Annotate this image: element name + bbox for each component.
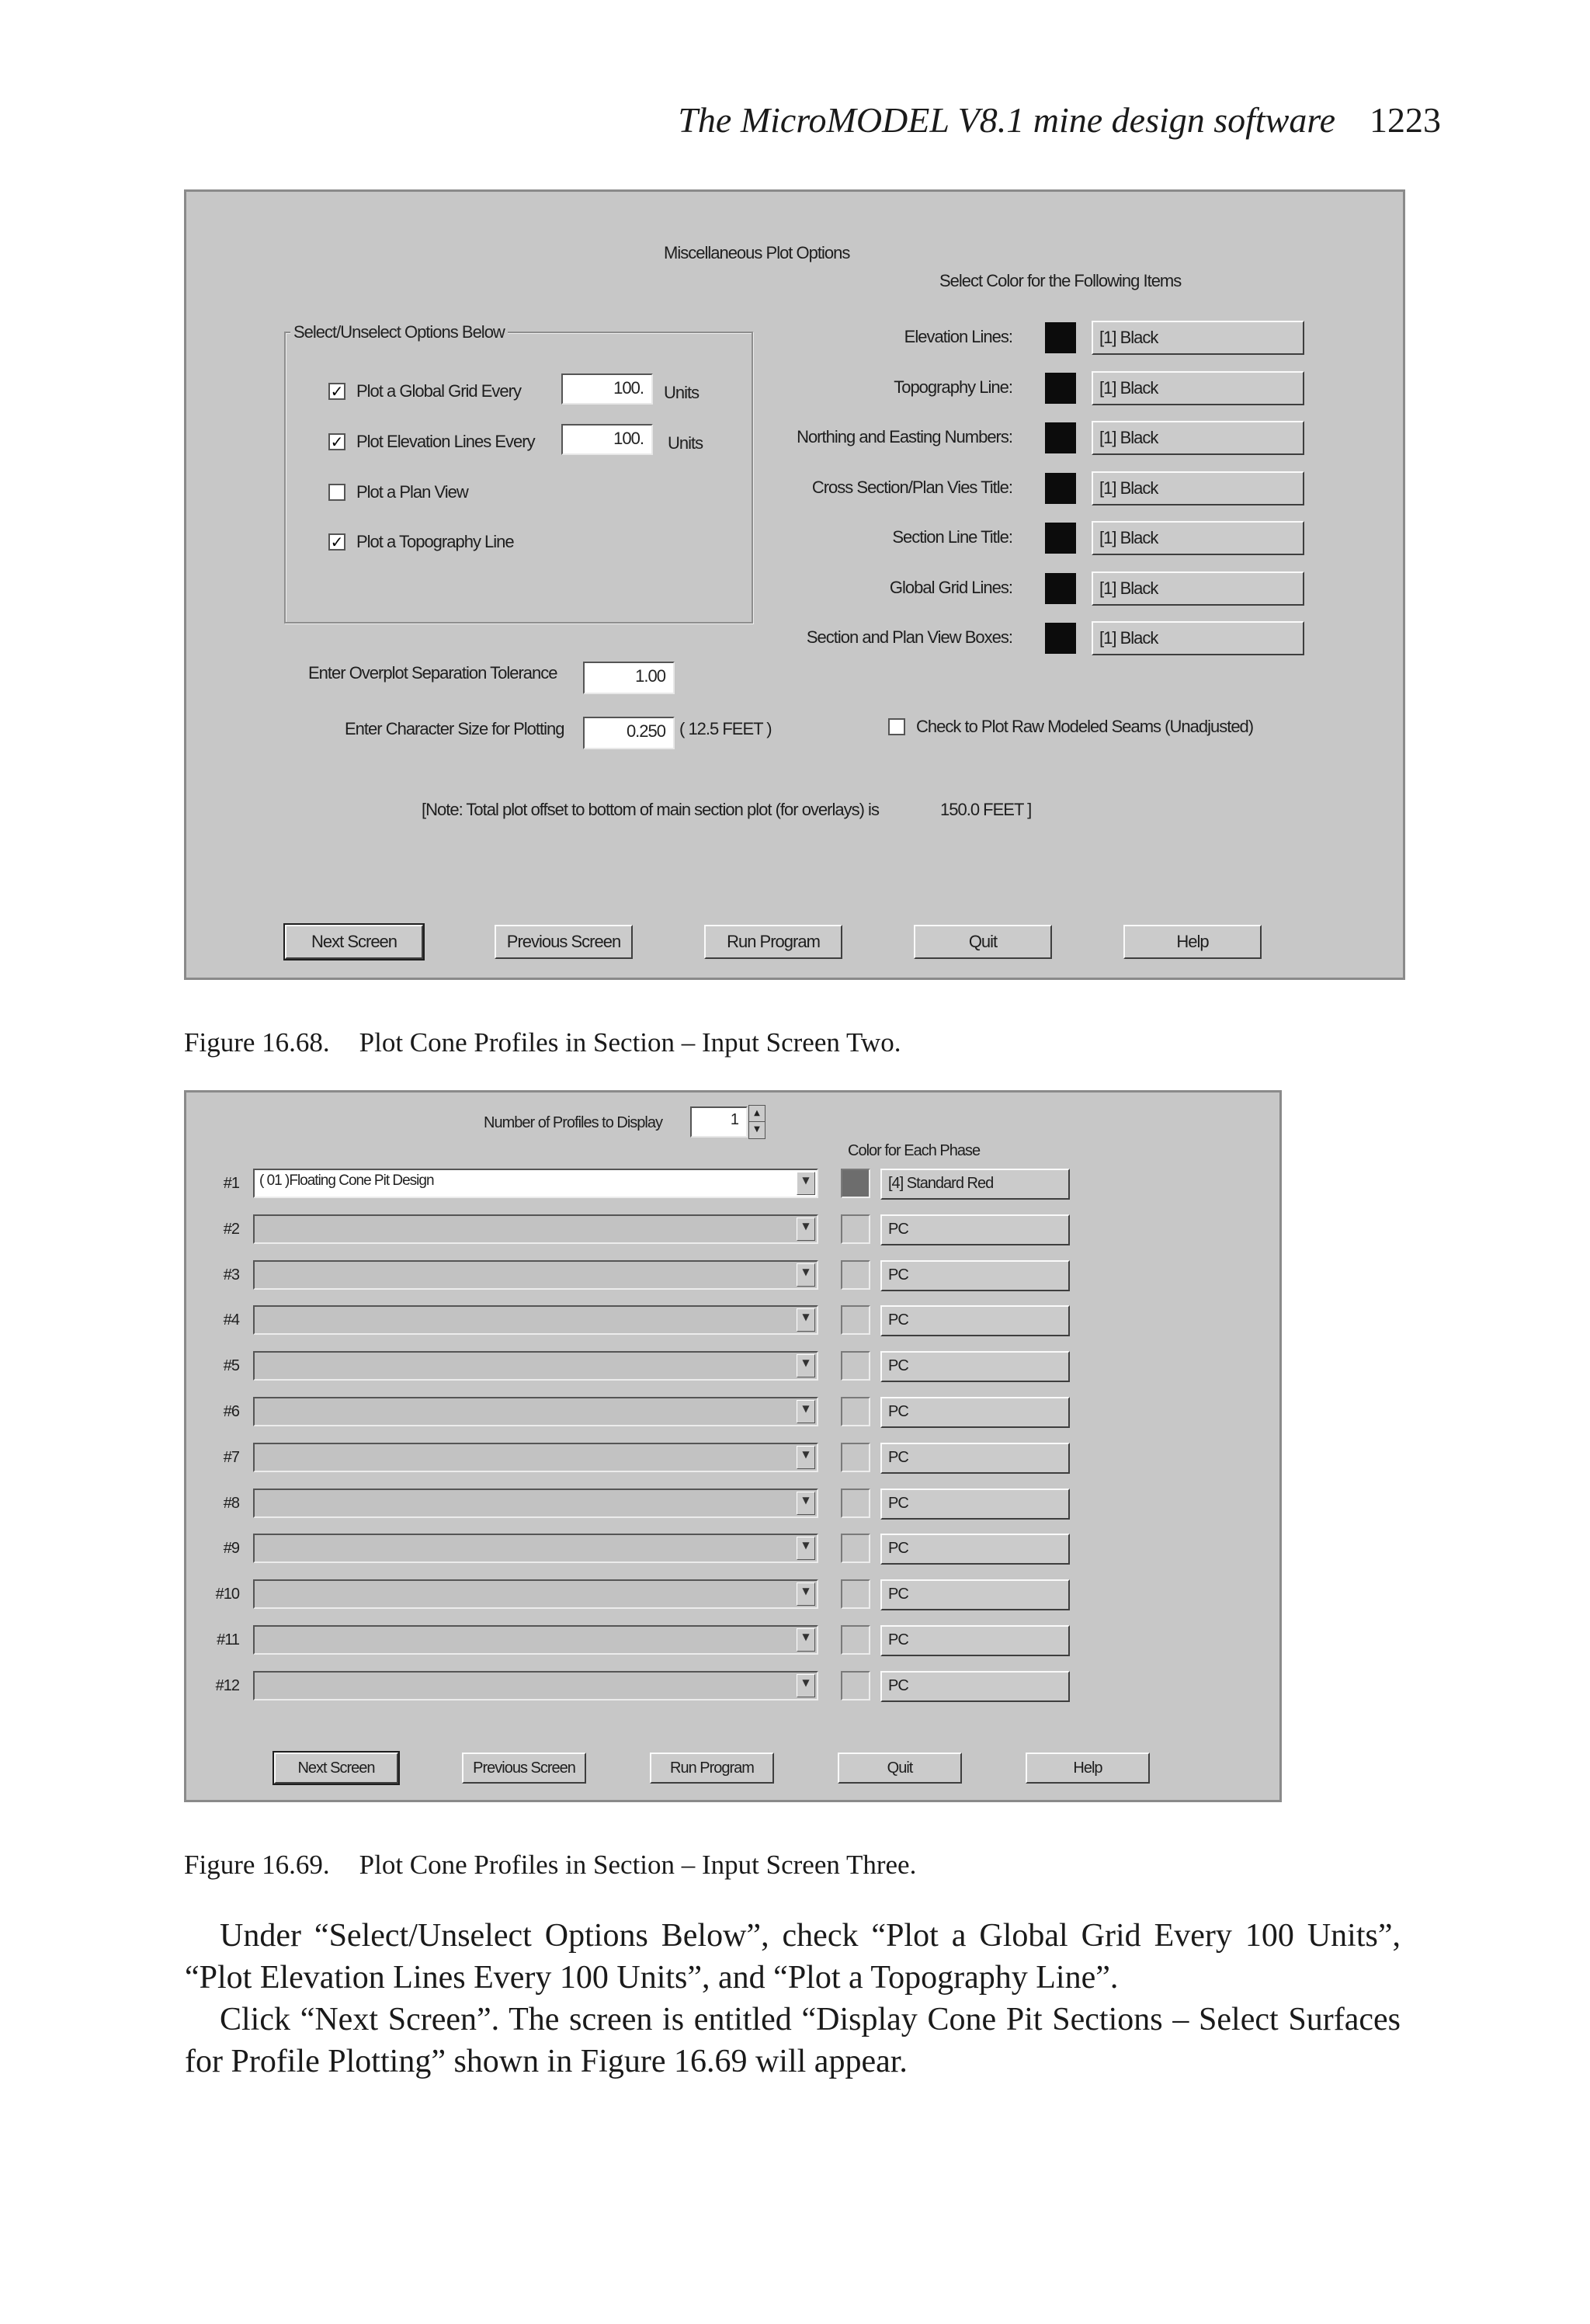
profile-surface-dropdown[interactable] <box>253 1214 818 1244</box>
profile-surface-dropdown[interactable] <box>253 1489 818 1518</box>
elevation-lines-interval-field[interactable]: 100. <box>561 424 653 455</box>
color-heading: Select Color for the Following Items <box>939 271 1182 290</box>
profile-surface-dropdown[interactable] <box>253 1671 818 1700</box>
profile-row-number: #6 <box>223 1403 239 1420</box>
profile-surface-dropdown[interactable] <box>253 1169 818 1198</box>
topography-line-color-button[interactable]: [1] Black <box>1092 371 1304 405</box>
figure-caption <box>184 1850 916 1881</box>
running-title: The MicroMODEL V8.1 mine design software <box>678 100 1335 140</box>
profile-surface-dropdown[interactable] <box>253 1625 818 1655</box>
offset-note-value: 150.0 FEET ] <box>940 800 1032 819</box>
profile-surface-dropdown[interactable] <box>253 1305 818 1335</box>
profile-row-number: #2 <box>223 1221 239 1238</box>
color-item-label: Global Grid Lines: <box>889 578 1012 597</box>
profile-row-number: #1 <box>223 1175 239 1192</box>
topography-line-label: Plot a Topography Line <box>356 532 514 551</box>
phase-color-button[interactable]: PC <box>880 1351 1070 1382</box>
profile-row-number: #5 <box>223 1357 239 1374</box>
phase-color-swatch <box>841 1489 870 1518</box>
paragraph: Under “Select/Unselect Options Below”, check “Plot a Global Grid Every 100 Units”, “Plot Elevation Lines Every 100 Units”, and “Plot a Topography Line”. <box>185 1918 1401 1996</box>
figure-number: Figure 16.68. <box>184 1027 330 1058</box>
phase-color-button[interactable]: PC <box>880 1260 1070 1291</box>
phase-color-button[interactable]: PC <box>880 1443 1070 1474</box>
phase-color-button[interactable]: PC <box>880 1579 1070 1610</box>
raw-seams-label: Check to Plot Raw Modeled Seams (Unadjusted) <box>916 717 1254 736</box>
color-swatch <box>1045 473 1076 504</box>
profiles-count-label: Number of Profiles to Display <box>484 1114 662 1131</box>
profile-row-number: #10 <box>215 1586 239 1603</box>
window-title: Miscellaneous Plot Options <box>664 243 850 262</box>
phase-color-swatch <box>841 1534 870 1563</box>
phase-color-button[interactable]: PC <box>880 1534 1070 1565</box>
chevron-down-icon[interactable]: ▼ <box>797 1492 815 1515</box>
profile-surface-dropdown[interactable] <box>253 1397 818 1426</box>
color-swatch <box>1045 523 1076 554</box>
plan-view-boxes-color-button[interactable]: [1] Black <box>1092 621 1304 655</box>
profile-row-number: #3 <box>223 1266 239 1284</box>
chevron-down-icon[interactable]: ▼ <box>797 1446 815 1469</box>
phase-color-swatch <box>841 1579 870 1609</box>
phase-color-swatch <box>841 1351 870 1381</box>
global-grid-label: Plot a Global Grid Every <box>356 381 521 401</box>
body-text <box>185 1915 1401 2083</box>
elevation-lines-unit: Units <box>668 433 703 453</box>
chevron-down-icon[interactable]: ▼ <box>797 1308 815 1332</box>
topography-line-checkbox[interactable]: ✓ <box>328 533 345 551</box>
chevron-down-icon[interactable]: ▼ <box>797 1628 815 1652</box>
elevation-lines-color-button[interactable]: [1] Black <box>1092 321 1304 355</box>
chevron-down-icon[interactable]: ▼ <box>797 1354 815 1377</box>
profile-surface-dropdown[interactable] <box>253 1579 818 1609</box>
help-button[interactable]: Help <box>1123 925 1262 959</box>
phase-color-button[interactable]: PC <box>880 1671 1070 1702</box>
chevron-down-icon[interactable]: ▼ <box>797 1674 815 1697</box>
raw-seams-checkbox[interactable] <box>888 718 905 735</box>
page-number: 1223 <box>1370 100 1441 140</box>
profile-row-number: #9 <box>223 1540 239 1557</box>
next-screen-button[interactable]: Next Screen <box>285 925 423 959</box>
profiles-count-spinner[interactable] <box>748 1105 765 1139</box>
phase-color-swatch <box>841 1169 870 1198</box>
profile-row-number: #11 <box>217 1631 239 1648</box>
spin-down-icon[interactable]: ▼ <box>754 1125 760 1134</box>
chevron-down-icon[interactable]: ▼ <box>797 1582 815 1606</box>
run-program-button[interactable]: Run Program <box>704 925 842 959</box>
misc-plot-options-window <box>184 189 1405 980</box>
phase-color-swatch <box>841 1214 870 1244</box>
charsize-label: Enter Character Size for Plotting <box>345 719 564 738</box>
phase-color-swatch <box>841 1305 870 1335</box>
color-item-label: Section Line Title: <box>892 527 1012 547</box>
profile-row-number: #4 <box>223 1311 239 1329</box>
phase-color-swatch <box>841 1260 870 1290</box>
figure-caption <box>184 1027 901 1058</box>
previous-screen-button[interactable]: Previous Screen <box>495 925 633 959</box>
profile-surface-dropdown[interactable] <box>253 1351 818 1381</box>
next-screen-button[interactable]: Next Screen <box>274 1753 398 1784</box>
phase-color-swatch <box>841 1671 870 1700</box>
profiles-window <box>184 1090 1282 1802</box>
phase-color-button[interactable]: PC <box>880 1625 1070 1656</box>
plan-view-checkbox[interactable] <box>328 484 345 501</box>
chevron-down-icon[interactable]: ▼ <box>797 1263 815 1287</box>
cross-section-title-color-button[interactable]: [1] Black <box>1092 471 1304 505</box>
global-grid-interval-field[interactable]: 100. <box>561 373 653 405</box>
run-program-button[interactable]: Run Program <box>650 1753 774 1784</box>
phase-color-button[interactable]: PC <box>880 1305 1070 1336</box>
chevron-down-icon[interactable]: ▼ <box>797 1400 815 1423</box>
northing-easting-color-button[interactable]: [1] Black <box>1092 421 1304 455</box>
profile-surface-dropdown[interactable] <box>253 1534 818 1563</box>
profile-row-number: #7 <box>223 1449 239 1466</box>
profile-row-number: #8 <box>223 1495 239 1512</box>
phase-color-swatch <box>841 1397 870 1426</box>
color-swatch <box>1045 422 1076 453</box>
phase-color-swatch <box>841 1443 870 1472</box>
color-swatch <box>1045 322 1076 353</box>
elevation-lines-checkbox[interactable]: ✓ <box>328 433 345 450</box>
global-grid-lines-color-button[interactable]: [1] Black <box>1092 571 1304 606</box>
options-group-label: Select/Unselect Options Below <box>290 322 508 342</box>
previous-screen-button[interactable]: Previous Screen <box>462 1753 586 1784</box>
help-button[interactable]: Help <box>1026 1753 1150 1784</box>
options-groupbox <box>284 332 753 624</box>
plan-view-label: Plot a Plan View <box>356 482 468 502</box>
paragraph: Click “Next Screen”. The screen is entitled “Display Cone Pit Sections – Select Surfaces for Profile Plotting” shown in Figure 16.69 will appear. <box>185 2002 1401 2079</box>
phase-color-button[interactable]: [4] Standard Red <box>880 1169 1070 1200</box>
tolerance-field[interactable]: 1.00 <box>583 662 675 694</box>
figure-number: Figure 16.69. <box>184 1850 330 1880</box>
offset-note: [Note: Total plot offset to bottom of main section plot (for overlays) is <box>422 800 879 819</box>
chevron-down-icon[interactable]: ▼ <box>797 1172 815 1195</box>
color-swatch <box>1045 573 1076 604</box>
chevron-down-icon[interactable]: ▼ <box>797 1218 815 1241</box>
color-item-label: Topography Line: <box>894 377 1012 397</box>
color-item-label: Northing and Easting Numbers: <box>797 427 1012 446</box>
tolerance-label: Enter Overplot Separation Tolerance <box>308 663 557 683</box>
color-swatch <box>1045 623 1076 654</box>
figure-title: Plot Cone Profiles in Section – Input Screen Two. <box>359 1027 901 1058</box>
color-item-label: Cross Section/Plan Vies Title: <box>811 478 1012 497</box>
phase-color-button[interactable]: PC <box>880 1397 1070 1428</box>
chevron-down-icon[interactable]: ▼ <box>797 1537 815 1560</box>
color-item-label: Section and Plan View Boxes: <box>806 627 1012 647</box>
charsize-field[interactable]: 0.250 <box>583 717 675 749</box>
profile-row-number: #12 <box>215 1677 239 1694</box>
spin-up-icon[interactable]: ▲ <box>749 1106 765 1122</box>
global-grid-unit: Units <box>664 383 700 402</box>
global-grid-checkbox[interactable]: ✓ <box>328 383 345 400</box>
phase-color-heading: Color for Each Phase <box>848 1142 981 1159</box>
color-item-label: Elevation Lines: <box>904 327 1012 346</box>
profile-surface-dropdown[interactable] <box>253 1443 818 1472</box>
profiles-count-field[interactable]: 1 <box>690 1106 748 1138</box>
profile-surface-dropdown[interactable] <box>253 1260 818 1290</box>
running-header <box>678 99 1441 141</box>
phase-color-button[interactable]: PC <box>880 1214 1070 1245</box>
quit-button[interactable]: Quit <box>838 1753 962 1784</box>
phase-color-swatch <box>841 1625 870 1655</box>
elevation-lines-label: Plot Elevation Lines Every <box>356 432 535 451</box>
charsize-feet-readout: ( 12.5 FEET ) <box>679 719 772 738</box>
phase-color-button[interactable]: PC <box>880 1489 1070 1520</box>
section-line-title-color-button[interactable]: [1] Black <box>1092 521 1304 555</box>
quit-button[interactable]: Quit <box>914 925 1052 959</box>
profile-surface-value: ( 01 )Floating Cone Pit Design <box>259 1172 434 1189</box>
color-swatch <box>1045 373 1076 404</box>
figure-title: Plot Cone Profiles in Section – Input Screen Three. <box>359 1850 917 1880</box>
